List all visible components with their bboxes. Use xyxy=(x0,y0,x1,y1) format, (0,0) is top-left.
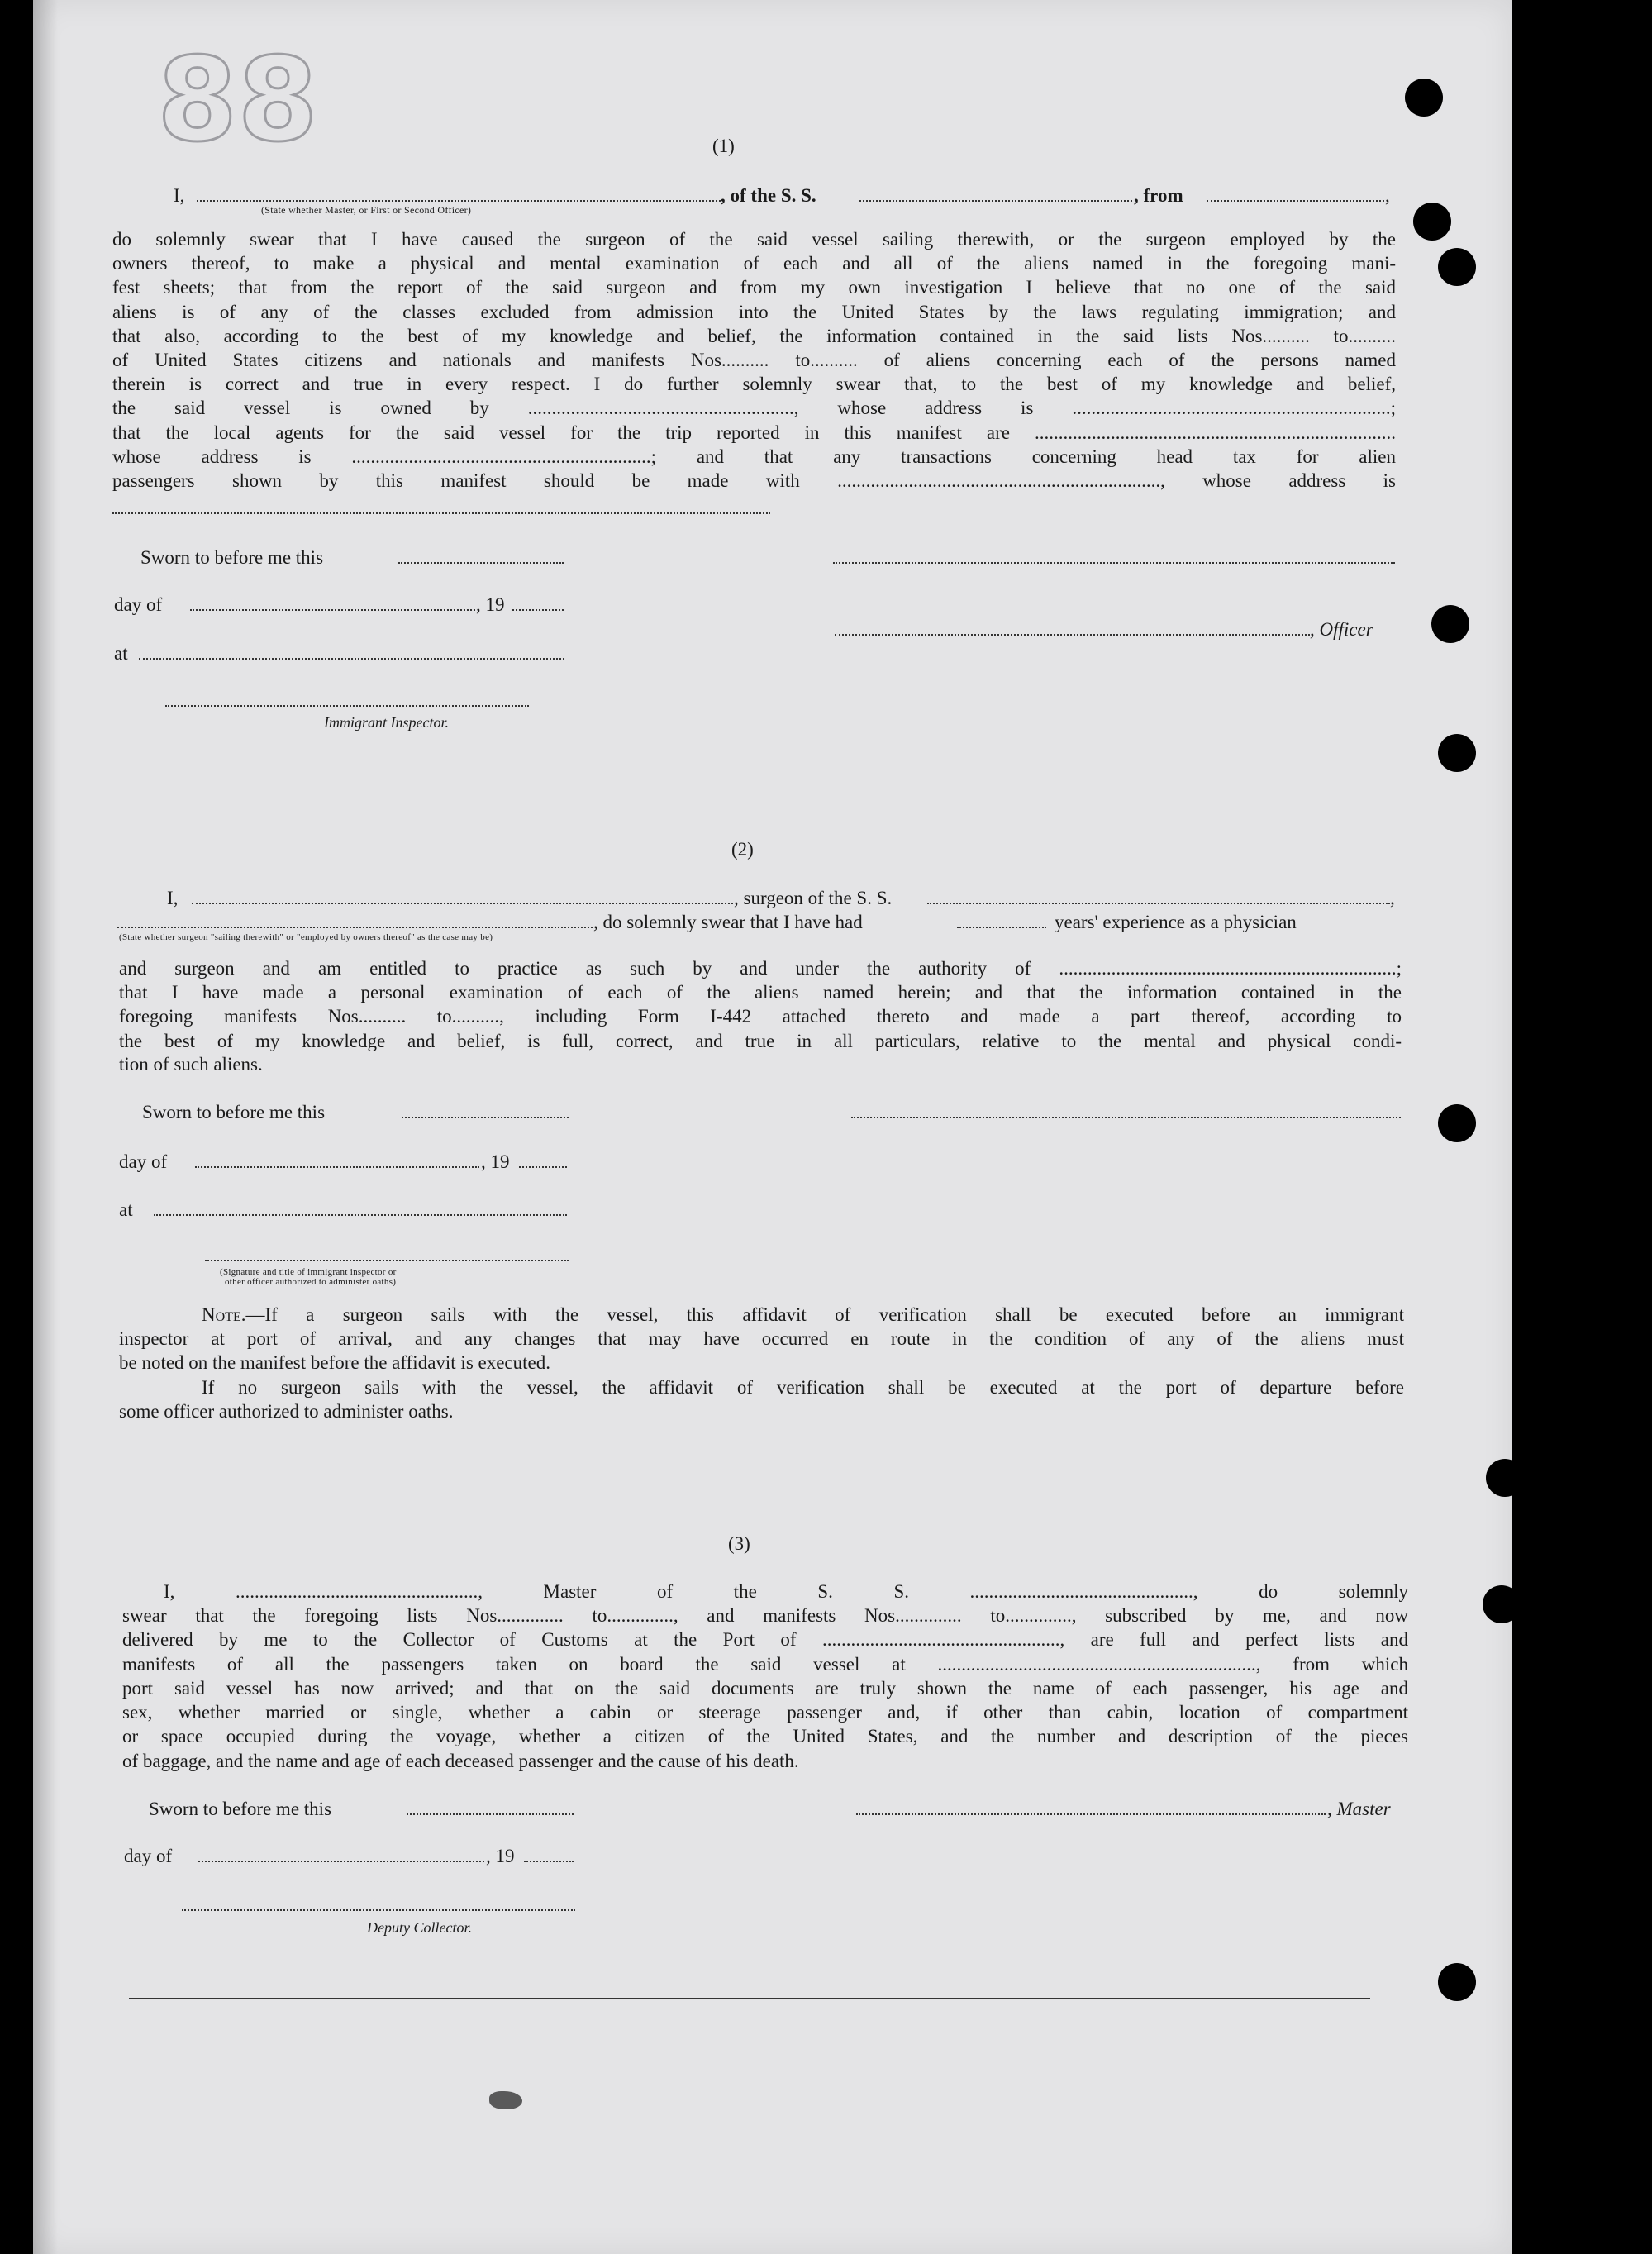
text: day of xyxy=(119,1151,168,1172)
paragraph: and surgeon and am entitled to practice as such by and under the authority of .......................................................................; that I have made a personal examination of each of the aliens named herein; and that the information contained in the foregoing manifests Nos.......... to.........., including Form I-442 attached thereto and made a part thereof, according to the best of my knowledge and belief, is full, correct, and true in all particulars, relative to the mental and physical condi- xyxy=(119,958,1402,1051)
blank-line xyxy=(524,1861,574,1862)
paragraph: I, ..................................................., Master of the S. S. ..............................................., do solemnly swear that the foregoing lists Nos.............. to.............., and manifests Nos.............. to.............., subscribed by me, and now delivered by me to the Collector of Customs at the Port of .................................................., are full and perfect lists and manifests of all the passengers taken on board the said vessel at ..................................................................., from which port said vessel has now arrived; and that on the said documents are truly shown the name of each passenger, his age and sex, whether married or single, whether a cabin or steerage passenger and, if other than cabin, location of compartment or space occupied during the voyage, whether a citizen of the United States, and the number and description of the pieces xyxy=(122,1581,1408,1747)
signature-line xyxy=(165,705,529,707)
note-label: Note. xyxy=(202,1304,246,1325)
blank-line xyxy=(154,1214,567,1216)
section-number: (3) xyxy=(728,1533,750,1554)
signature-line xyxy=(205,1260,569,1261)
text: some officer authorized to administer oaths. xyxy=(119,1401,454,1422)
text: day of xyxy=(124,1846,173,1866)
text: Sworn to before me this xyxy=(140,547,324,568)
officer-label: , Officer xyxy=(1310,619,1373,640)
paragraph: do solemnly swear that I have caused the surgeon of the said vessel sailing therewith, or the surgeon employed by the owners thereof, to make a physical and mental examination of each and all of the aliens named in the foregoing mani- fest sheets; that from the report of the said surgeon and from my own investigation I believe that no one of the said aliens is of any of the classes excluded from admission into the United States by the laws regulating immigration; and that also, according to the best of my knowledge and belief, the information contained in the said lists Nos.......... to.......... of United States citizens and nationals and manifests Nos.......... to.......... of aliens concerning each of the persons named therein is correct and true in every respect. I do further solemnly swear that, to the best of my knowledge and belief, the said vessel is owned by ........................................................, whose address is ...................................................................; that the local agents for the said vessel for the trip reported in this manifest are ............................................................................ whose address is ...............................................................; and that any transactions concerning head tax for alien passengers shown by this manifest should be made with ...................................................................., whose address is xyxy=(112,229,1396,492)
note-paragraph: Note.—If a surgeon sails with the vessel, this affidavit of verification shall be executed before an immigrant inspector at port of arrival, and any changes that may have occurred en route in the condition of any of the aliens must xyxy=(119,1304,1404,1350)
text: Sworn to before me this xyxy=(142,1102,326,1122)
punch-hole xyxy=(1483,1585,1521,1623)
signature-line xyxy=(182,1909,575,1911)
text: be noted on the manifest before the affidavit is executed. xyxy=(119,1352,550,1373)
note-paragraph: If no surgeon sails with the vessel, the affidavit of verification shall be executed at the port of departure before xyxy=(202,1377,1404,1398)
blank-line xyxy=(195,1166,479,1168)
punch-hole xyxy=(1486,1459,1524,1497)
text: , 19 xyxy=(476,594,505,615)
page-edge-shadow xyxy=(33,0,58,2254)
blank-line xyxy=(927,903,1390,904)
text: , 19 xyxy=(486,1846,515,1866)
punch-hole xyxy=(1438,734,1476,772)
blank-line xyxy=(117,927,593,928)
text: Sworn to before me this xyxy=(149,1799,332,1819)
text: at xyxy=(119,1199,133,1220)
blank-line xyxy=(192,903,733,904)
punch-hole xyxy=(1438,1104,1476,1142)
section-number: (2) xyxy=(731,839,754,860)
text: years' experience as a physician xyxy=(1055,912,1297,932)
text: of baggage, and the name and age of each deceased passenger and the cause of his death. xyxy=(122,1751,799,1771)
caption: other officer authorized to administer oaths) xyxy=(225,1277,397,1287)
blank-line xyxy=(398,562,564,564)
punch-hole xyxy=(1413,203,1451,241)
punch-hole xyxy=(1405,79,1443,117)
text: day of xyxy=(114,594,163,615)
caption: (State whether Master, or First or Second Officer) xyxy=(261,204,472,216)
blank-line xyxy=(859,200,1132,202)
caption: (State whether surgeon "sailing therewith" or "employed by owners thereof" as the case may be) xyxy=(119,932,493,942)
blank-line xyxy=(197,200,721,202)
signature-line xyxy=(851,1117,1401,1118)
punch-hole xyxy=(1431,605,1469,643)
text: I, xyxy=(167,888,179,908)
blank-line xyxy=(519,1166,567,1168)
deputy-label: Deputy Collector. xyxy=(367,1919,472,1936)
stamp-number: 88 xyxy=(157,33,318,168)
text: , 19 xyxy=(481,1151,510,1172)
blank-line xyxy=(957,927,1046,928)
caption: (Signature and title of immigrant inspector or xyxy=(220,1267,397,1277)
text: , xyxy=(1385,185,1390,206)
blank-line xyxy=(190,609,475,611)
bottom-rule xyxy=(129,1998,1370,1999)
punch-hole xyxy=(1438,1963,1476,2001)
punch-hole xyxy=(1438,248,1476,286)
ink-smudge xyxy=(489,2091,522,2109)
blank-line xyxy=(1207,200,1384,202)
blank-line xyxy=(198,1861,484,1862)
blank-line xyxy=(139,658,564,660)
text: , from xyxy=(1134,185,1183,206)
text: , of the S. S. xyxy=(721,185,816,206)
blank-line xyxy=(407,1813,574,1815)
document-page xyxy=(33,0,1512,2254)
blank-line xyxy=(402,1117,569,1118)
section-number: (1) xyxy=(712,136,735,156)
signature-line xyxy=(833,562,1395,564)
text: , surgeon of the S. S. xyxy=(734,888,893,908)
signature-line xyxy=(835,634,1310,636)
signature-line xyxy=(856,1813,1326,1815)
text: I, xyxy=(174,185,185,206)
text: at xyxy=(114,643,128,664)
master-label: , Master xyxy=(1327,1799,1391,1819)
blank-line xyxy=(512,609,564,611)
text: , do solemnly swear that I have had xyxy=(593,912,863,932)
blank-line xyxy=(112,512,770,514)
text: tion of such aliens. xyxy=(119,1054,263,1075)
text: , xyxy=(1390,888,1395,908)
inspector-label: Immigrant Inspector. xyxy=(324,714,449,731)
